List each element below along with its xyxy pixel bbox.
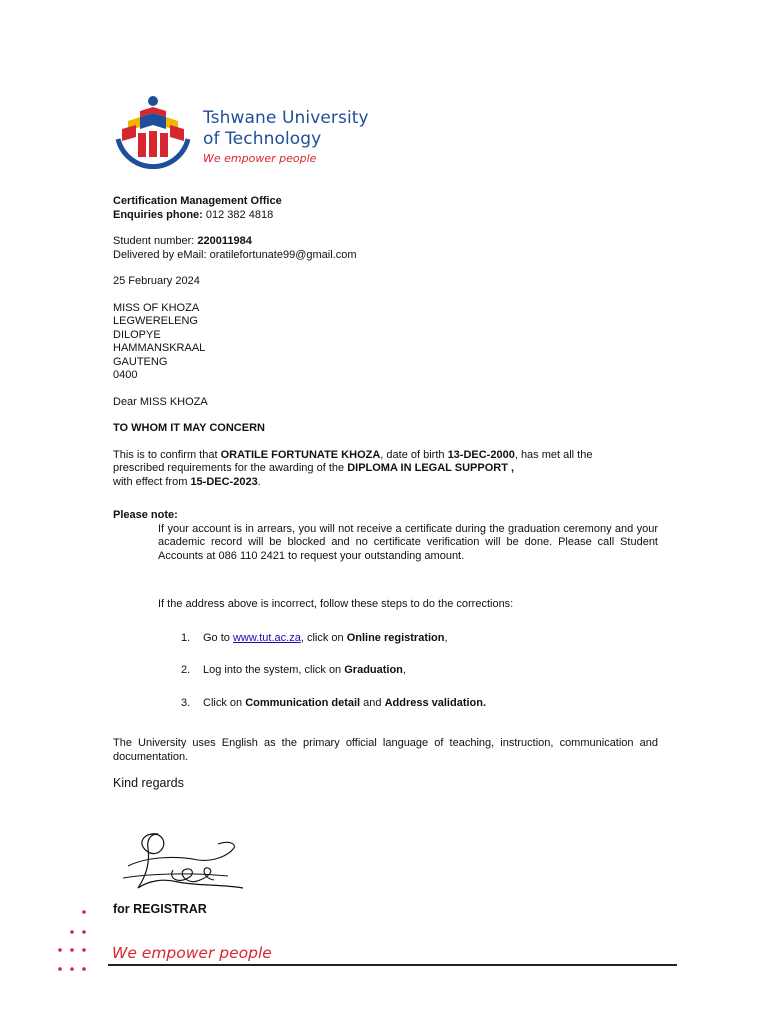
tut-website-link[interactable]: www.tut.ac.za: [232, 631, 301, 644]
letter-body: [113, 195, 658, 791]
corrections-steps: [113, 632, 658, 711]
logo-tagline: We empower people: [203, 152, 317, 165]
text-run: ,: [444, 631, 448, 644]
phone-label: Enquiries phone:: [113, 208, 203, 221]
footer-divider: [108, 964, 677, 966]
note-text: If your account is in arrears, you will not receive a certificate during the graduation ceremony and your academic record will be blocked and no certificate verification will be done. Please call Student Accounts at 086 110 2421 to request your outstanding amount.: [158, 522, 658, 562]
delivery-line: Delivered by eMail: oratilefortunate99@gmail.com: [113, 248, 357, 261]
step-item: [113, 697, 658, 711]
confirmation-line-1: [113, 449, 658, 463]
date-of-birth: 13-DEC-2000: [447, 448, 515, 461]
step-number: 2.: [181, 664, 191, 676]
student-number-label: Student number:: [113, 235, 198, 247]
address-line: LEGWERELENG: [113, 315, 198, 327]
logo-line-1: Tshwane University: [203, 108, 369, 128]
text-run: with effect from: [113, 475, 191, 488]
signature-icon: [118, 826, 248, 898]
note-heading: Please note:: [113, 509, 178, 521]
text-run: Click on: [203, 696, 246, 709]
text-run: ,: [402, 664, 406, 676]
text-run: prescribed requirements for the awarding of the: [113, 462, 348, 474]
step-number: 3.: [181, 696, 191, 709]
logo-line-2: of Technology: [203, 129, 322, 149]
address-line: 0400: [113, 369, 138, 381]
signatory-label: for REGISTRAR: [113, 902, 207, 916]
salutation: Dear MISS KHOZA: [113, 395, 208, 408]
text-run: , has met all the: [514, 448, 593, 461]
subject-line: TO WHOM IT MAY CONCERN: [113, 422, 265, 434]
closing: Kind regards: [113, 776, 184, 790]
text-run: , date of birth: [380, 448, 448, 461]
student-number-value: 220011984: [197, 235, 252, 247]
corrections-intro: If the address above is incorrect, follow these steps to do the corrections:: [158, 598, 514, 610]
step-item: [113, 664, 658, 678]
office-name: Certification Management Office: [113, 195, 282, 207]
address-line: MISS OF KHOZA: [113, 301, 200, 314]
tut-logo-icon: [110, 95, 196, 181]
text-run: .: [257, 475, 261, 488]
address-line: GAUTENG: [113, 355, 168, 368]
address-line: DILOPYE: [113, 328, 161, 341]
step-bold: Address validation.: [384, 696, 487, 709]
text-run: and: [360, 696, 385, 709]
student-name: ORATILE FORTUNATE KHOZA: [220, 448, 381, 461]
decorative-dots-icon: [54, 906, 90, 976]
address-line: HAMMANSKRAAL: [113, 342, 206, 354]
effective-date: 15-DEC-2023: [190, 475, 258, 488]
logo-wordmark: [203, 108, 369, 165]
diploma-name: DIPLOMA IN LEGAL SUPPORT ,: [347, 462, 515, 474]
office-phone: [113, 209, 658, 223]
step-bold: Graduation: [344, 664, 403, 676]
text-run: Go to: [203, 631, 233, 644]
step-bold: Online registration: [346, 631, 445, 644]
footer-tagline: We empower people: [112, 944, 272, 962]
step-item: [113, 632, 658, 646]
language-note: The University uses English as the primary official language of teaching, instruction, communication and documentation.: [113, 737, 658, 763]
confirmation-line-2: [113, 462, 658, 476]
student-number: [113, 235, 658, 249]
step-bold: Communication detail: [245, 696, 361, 709]
confirmation-line-3: [113, 476, 658, 490]
text-run: Log into the system, click on: [203, 664, 345, 676]
phone-number: 012 382 4818: [202, 208, 274, 221]
step-number: 1.: [181, 631, 191, 644]
text-run: , click on: [300, 631, 347, 644]
text-run: This is to confirm that: [113, 448, 221, 461]
letter-date: 25 February 2024: [113, 275, 200, 287]
